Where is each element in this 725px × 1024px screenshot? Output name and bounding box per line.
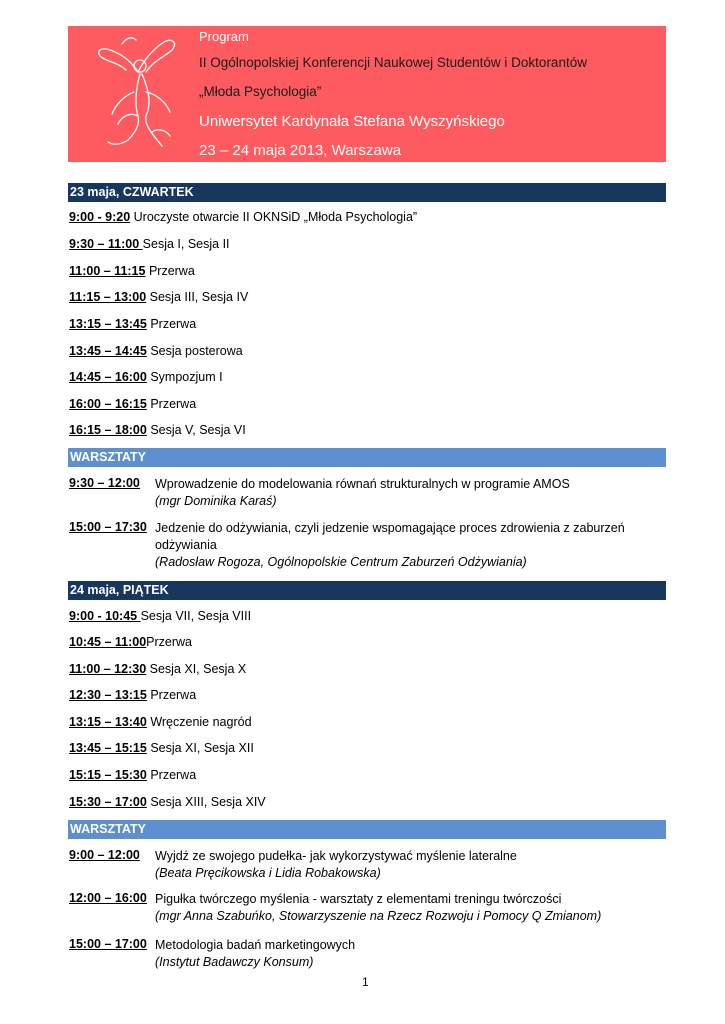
time-label: 13:15 – 13:40 [69,715,147,729]
event-label: Sesja III, Sesja IV [146,290,249,304]
time-label: 10:45 – 11:00 [69,635,147,649]
event-label: Przerwa [146,397,197,411]
schedule-row [69,662,246,676]
workshop-title: Wprowadzenie do modelowania równań strukturalnych w programie AMOS [155,477,570,491]
event-label: Przerwa [146,768,197,782]
dancer-figure-icon [82,32,192,156]
time-label: 15:15 – 15:30 [69,768,147,782]
workshop-author: (mgr Dominika Karaś) [155,494,277,508]
schedule-row [69,317,196,331]
workshop-title: Metodologia badań marketingowych [155,938,356,952]
conference-name: „Młoda Psychologia” [199,84,322,99]
workshop-author: (Radosław Rogoza, Ogólnopolskie Centrum Zaburzeń Odżywiania) [155,555,527,569]
time-label: 11:00 – 11:15 [69,264,146,278]
conference-date: 23 – 24 maja 2013, Warszawa [199,142,402,159]
event-label: Przerwa [145,264,195,278]
time-label: 13:15 – 13:45 [69,317,147,331]
workshop-author: (mgr Anna Szabuńko, Stowarzyszenie na Rzecz Rozwoju i Pomocy Q Zmianom) [155,909,602,923]
time-label: 9:30 – 11:00 [69,237,143,251]
university-name: Uniwersytet Kardynała Stefana Wyszyńskiego [199,113,505,130]
time-label: 12:30 – 13:15 [69,688,147,702]
time-label: 13:45 – 14:45 [69,344,147,358]
conference-title: II Ogólnopolskiej Konferencji Naukowej Studentów i Doktorantów [199,55,587,70]
workshop-title: Pigułka twórczego myślenia - warsztaty z elementami treningu twórczości [155,892,562,906]
schedule-row [69,423,246,437]
time-label: 15:00 – 17:00 [69,937,147,951]
day2-header: 24 maja, PIĄTEK [68,581,666,600]
day2-workshops-header: WARSZTATY [68,820,666,839]
schedule-row [69,715,252,729]
schedule-row [69,688,196,702]
header-banner [68,26,666,162]
schedule-row [69,741,254,755]
day1-header: 23 maja, CZWARTEK [68,183,666,202]
schedule-row [69,795,266,809]
time-label: 14:45 – 16:00 [69,370,147,384]
day1-workshops-header: WARSZTATY [68,448,666,467]
time-label: 16:15 – 18:00 [69,423,147,437]
schedule-row [69,397,196,411]
schedule-row [69,290,248,304]
schedule-row [69,237,230,251]
event-label: Sesja posterowa [146,344,243,358]
time-label: 9:00 - 10:45 [69,609,141,623]
workshop-title-cont: odżywiania [155,538,217,552]
schedule-row [69,370,223,384]
time-label: 9:00 – 12:00 [69,848,140,862]
schedule-row [69,264,195,278]
page-number: 1 [362,975,369,989]
schedule-row [69,768,196,782]
schedule-row [69,609,251,623]
schedule-row [69,344,243,358]
workshop-author: (Beata Pręcikowska i Lidia Robakowska) [155,866,381,880]
time-label: 15:00 – 17:30 [69,520,147,534]
time-label: 15:30 – 17:00 [69,795,147,809]
time-label: 12:00 – 16:00 [69,891,147,905]
event-label: Sesja I, Sesja II [142,237,230,251]
event-label: Przerwa [146,317,197,331]
event-label: Sesja XI, Sesja XII [146,741,254,755]
schedule-row [69,635,192,649]
event-label: Sesja XI, Sesja X [146,662,247,676]
workshop-author: (Instytut Badawczy Konsum) [155,955,314,969]
time-label: 11:00 – 12:30 [69,662,147,676]
time-label: 16:00 – 16:15 [69,397,147,411]
time-label: 13:45 – 15:15 [69,741,147,755]
event-label: Uroczyste otwarcie II OKNSiD „Młoda Psychologia” [130,210,418,224]
event-label: Sesja XIII, Sesja XIV [146,795,266,809]
event-label: Sesja V, Sesja VI [146,423,246,437]
time-label: 11:15 – 13:00 [69,290,147,304]
program-label: Program [199,29,249,44]
event-label: Sympozjum I [146,370,223,384]
event-label: Przerwa [146,635,192,649]
schedule-row [69,210,417,224]
workshop-title: Wyjdź ze swojego pudełka- jak wykorzystywać myślenie lateralne [155,849,517,863]
workshop-title: Jedzenie do odżywiania, czyli jedzenie wspomagające proces zdrowienia z zaburzeń [155,521,625,535]
event-label: Przerwa [146,688,197,702]
time-label: 9:30 – 12:00 [69,476,140,490]
event-label: Wręczenie nagród [146,715,252,729]
time-label: 9:00 - 9:20 [69,210,131,224]
event-label: Sesja VII, Sesja VIII [140,609,252,623]
